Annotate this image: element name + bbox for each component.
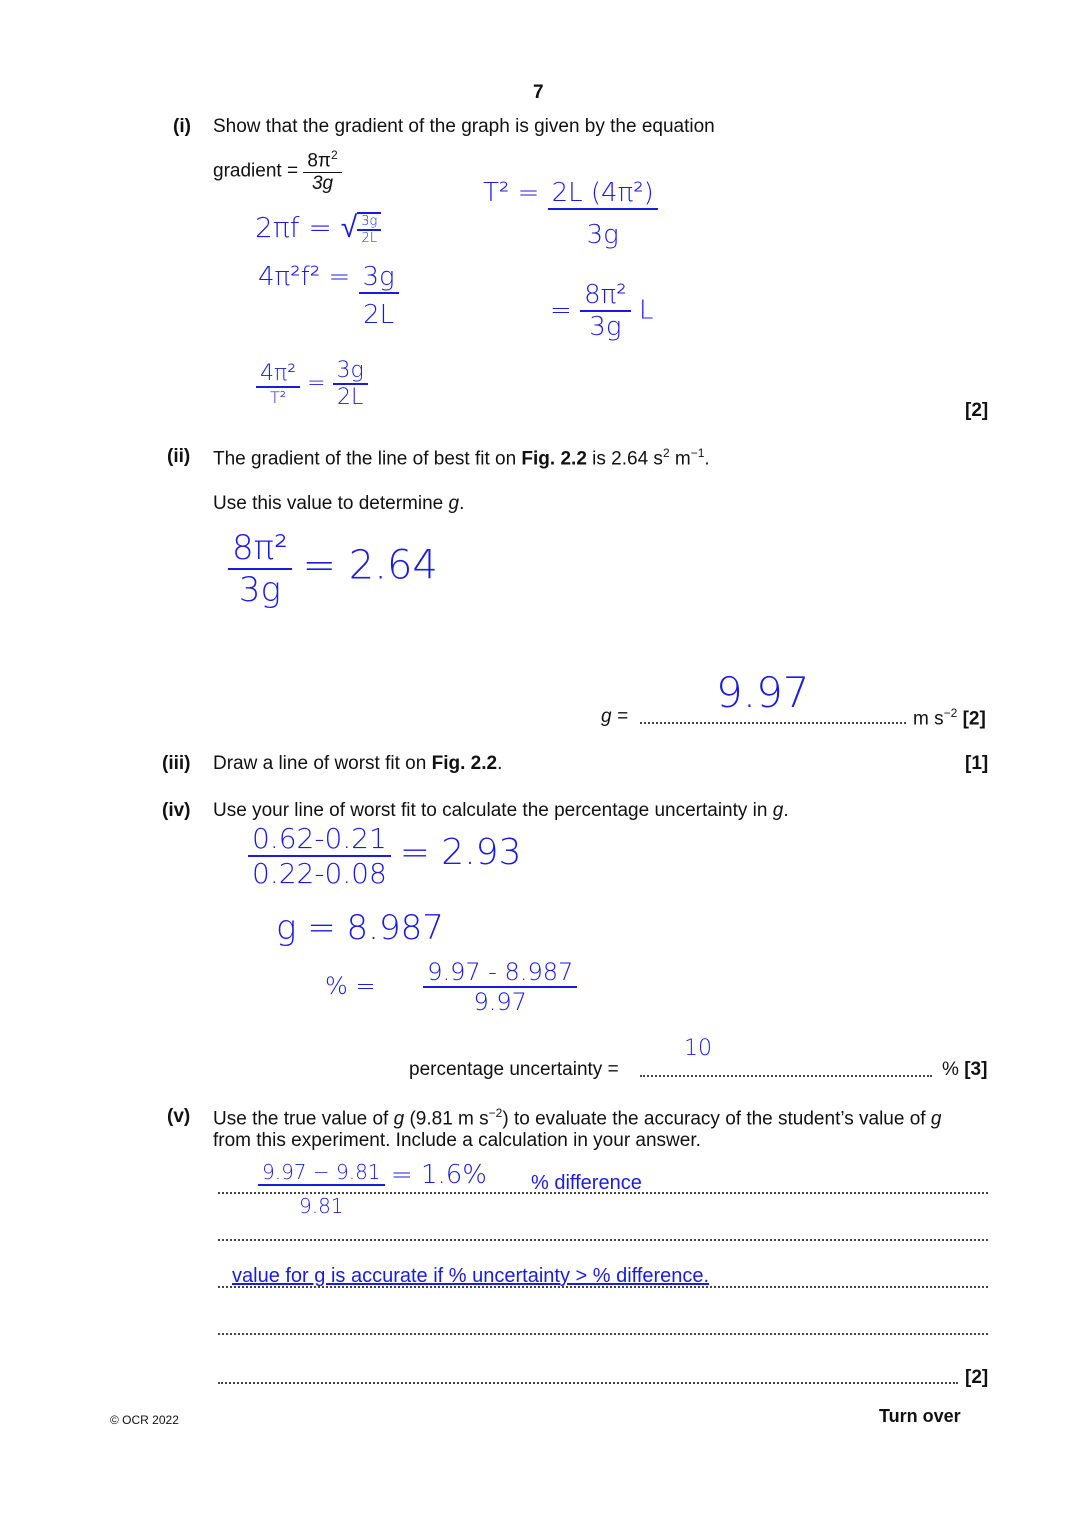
working-i-line1: 2πf = √ $\frac{3g}{2L}$ [255,210,381,246]
answer-line-iv [640,1075,932,1077]
working-v-num: 9.97 − 9.81 [258,1160,385,1186]
working-iv-pct-den: 9.97 [473,988,527,1016]
text: ) to evaluate the accuracy of the student’s value of [502,1108,931,1130]
var: g [448,493,460,514]
working-i-right-line1 [483,178,658,250]
text: The gradient of the line of best fit on [213,448,522,470]
g-label: g = [601,706,628,727]
working-i-line3-rhs-num: 3g [333,358,368,385]
fig-ref: Fig. 2.2 [431,753,498,774]
question-text-ii-2 [213,493,464,515]
typed-answer-v-1: % difference [531,1172,642,1194]
text: . [497,753,503,774]
working-i-right-line2-den: 3g [589,312,622,342]
turn-over: Turn over [879,1406,961,1426]
gradient-label: gradient = [213,160,299,182]
question-label-ii: (ii) [167,446,191,467]
unit-ii [913,706,986,730]
working-iv-pct-lhs: % = [325,972,376,1000]
working-ii [228,528,438,610]
text: . [704,448,710,470]
text: Use the true value of [213,1108,394,1130]
gradient-numerator: 8π [307,150,332,172]
var: g [930,1108,942,1130]
working-iv-den: 0.22-0.08 [252,857,387,890]
working-iv-line1 [248,822,521,890]
question-label-iv: (iv) [162,800,191,821]
working-iv-rhs: = 2.93 [399,832,522,873]
unit: % [942,1059,959,1080]
text: Use this value to determine [213,493,449,514]
working-i-line2-den: 2L [363,300,395,330]
question-text-i: Show that the gradient of the graph is given by the equation [213,116,715,137]
working-i-line3-rhs-den: 2L [336,385,364,410]
answer-line-v-4[interactable] [218,1333,988,1335]
question-label-iii: (iii) [162,753,191,774]
working-i-line2-num: 3g [359,262,399,294]
working-v-den: 9.81 [299,1194,344,1218]
unit-sup: −2 [943,706,958,720]
working-i-right-line2-num: 8π² [580,280,631,312]
answer-iv: 10 [684,1036,712,1061]
working-v [258,1160,487,1218]
answer-line-ii [640,722,906,724]
working-i-right-line2 [550,280,653,342]
question-text-ii [213,446,710,470]
working-i-line3-eq: = [307,371,326,396]
working-i-root-num: 3g [357,214,381,231]
sup: −2 [488,1106,503,1120]
text: m [669,448,691,470]
unit-iv [942,1059,987,1081]
working-iv-num: 0.62-0.21 [248,822,391,857]
gradient-numerator-sup: 2 [331,148,338,162]
question-text-v [213,1106,941,1130]
marks-iv: [3] [964,1059,988,1080]
sup: 2 [662,446,670,460]
text: (9.81 m s [404,1108,489,1130]
answer-label-ii [601,706,628,728]
text: is 2.64 s [586,448,663,470]
answer-line-v-2[interactable] [218,1239,988,1241]
answer-line-v-5[interactable] [218,1382,958,1384]
working-i-right-suffix: L [638,295,654,326]
working-ii-den: 3g [238,570,281,610]
working-iv-g: g = 8.987 [276,908,444,948]
working-i-right-eq: = [550,295,572,326]
working-i-line2 [258,262,399,330]
working-i-line3 [256,358,368,410]
var: g [772,800,784,821]
fig-ref: Fig. 2.2 [521,448,587,470]
working-i-line1-lhs: 2πf = [255,211,332,244]
working-i-line3-num: 4π² [256,361,300,388]
gradient-fraction [303,148,341,195]
working-i-line2-lhs: 4π²f² = [258,262,351,292]
question-label-v: (v) [167,1106,191,1127]
marks-ii: [2] [962,708,986,730]
working-iv-pct [325,958,577,1016]
text: Use your line of worst fit to calculate the percentage uncertainty in [213,800,773,821]
working-ii-num: 8π² [228,528,292,570]
text: . [783,800,789,821]
gradient-denominator: 3g [311,173,334,195]
working-i-line3-den: T² [269,388,287,407]
copyright: © OCR 2022 [110,1413,179,1427]
marks-v: [2] [965,1367,989,1388]
sup: −1 [690,446,705,460]
marks-i: [2] [965,400,989,421]
typed-answer-v-3: value for g is accurate if % uncertainty > % difference. [232,1265,710,1287]
text: . [459,493,465,514]
question-text-iv [213,800,789,822]
working-i-root-den: 2L [361,231,378,246]
working-i-right-lhs: T² = [483,178,540,208]
working-iv-pct-num: 9.97 - 8.987 [423,958,577,988]
gradient-equation [213,148,342,195]
text: Draw a line of worst fit on [213,753,432,774]
unit: m s [913,708,944,730]
answer-label-iv: percentage uncertainty = [409,1059,619,1080]
marks-iii: [1] [965,753,989,774]
answer-ii: 9.97 [716,668,810,717]
var: g [393,1108,405,1130]
working-ii-rhs: = 2.64 [302,542,438,589]
working-i-right-num: 2L (4π²) [548,178,658,210]
question-text-v-2: from this experiment. Include a calculation in your answer. [213,1130,701,1151]
question-text-iii [213,753,502,775]
working-i-right-den: 3g [586,220,619,250]
working-v-rhs: = 1.6% [390,1160,488,1190]
page-number: 7 [533,82,544,103]
question-label-i: (i) [173,116,191,137]
